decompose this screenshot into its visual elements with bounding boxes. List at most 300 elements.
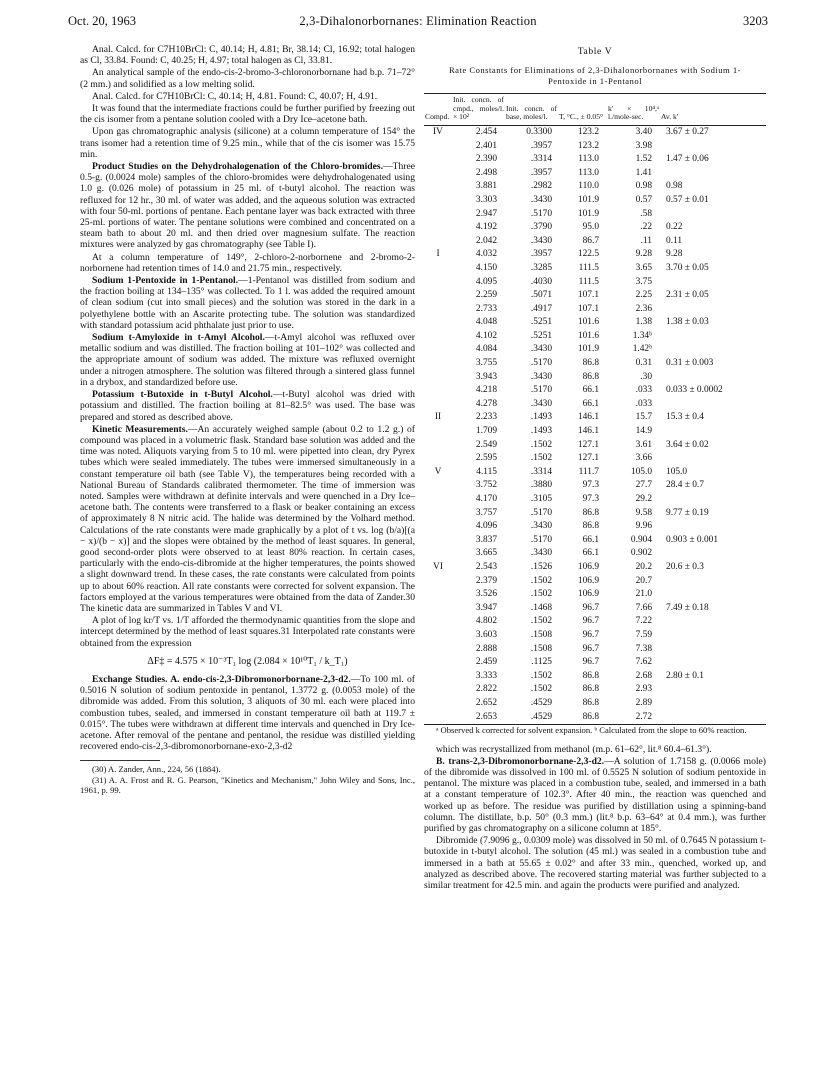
- cell-temperature: 127.1: [577, 453, 599, 464]
- cell-cmpd-concn: 4.048: [475, 317, 497, 328]
- cell-compd: [424, 670, 452, 684]
- cell-temperature: 97.3: [582, 494, 599, 505]
- cell-compd: [424, 520, 452, 534]
- cell-compd: [424, 683, 452, 697]
- cell-temperature: 106.9: [577, 575, 599, 586]
- cell-rate-constant: 2.89: [635, 697, 652, 708]
- cell-temperature: 106.9: [577, 589, 599, 600]
- cell-average: [660, 643, 766, 657]
- cell-cmpd-concn: 3.333: [475, 670, 497, 681]
- cell-rate-constant: 0.31: [635, 358, 652, 369]
- cell-temperature: 86.8: [582, 358, 599, 369]
- cell-cmpd-concn: 2.888: [475, 643, 497, 654]
- cell-average: 20.6 ± 0.3: [666, 561, 704, 572]
- table-row: [424, 670, 766, 684]
- exchange-studies-paragraph: [80, 674, 415, 752]
- cell-base-concn: .4917: [530, 303, 552, 314]
- table-row: [424, 208, 766, 222]
- table-row: [424, 411, 766, 425]
- cell-compd: [424, 629, 452, 643]
- cell-cmpd-concn: 3.665: [475, 548, 497, 559]
- table-row: [424, 615, 766, 629]
- cell-rate-constant: .22: [640, 222, 652, 233]
- trans-dibromide-text: —A solution of 1.7158 g. (0.0066 mole) of the dibromide was dissolved in 100 ml. of 0.5525 N solution of sodium pentoxide in pentanol. The mixture was placed in a combustion tube, sealed, and immersed in a bath at a constant temperature of 102.3°. After 40 min., the reaction was quenched and worked up as before. The residue was purified by distillation using a spinning-band column. The distillate, b.p. 50° (0.3 mm.) (lit.⁸ b.p. 63–64° at 0.4 mm.), was further purified by gas chromatography on a silicone column at 185°.: [424, 755, 767, 834]
- cell-average: [660, 547, 766, 561]
- cell-compd: [424, 384, 452, 398]
- cell-base-concn: .1526: [530, 561, 552, 572]
- sodium-amyloxide-heading: Sodium t-Amyloxide in t-Amyl Alcohol.: [92, 332, 265, 344]
- cell-compd: [424, 371, 452, 385]
- kinetic-measurements-paragraph: [80, 424, 415, 614]
- cell-compd: [424, 602, 452, 616]
- cell-rate-constant: .033: [635, 398, 652, 409]
- cell-average: 1.47 ± 0.06: [666, 154, 709, 165]
- retention-times-paragraph: At a column temperature of 149°, 2-chloro-2-norbornene and 2-bromo-2-norbornene had retention times of 14.0 and 21.75 min., respectively.: [80, 251, 415, 274]
- cell-cmpd-concn: 3.943: [475, 371, 497, 382]
- recrystallized-paragraph: which was recrystallized from methanol (m.p. 61–62°, lit.⁸ 60.4–61.3°).: [436, 743, 712, 755]
- cell-rate-constant: 0.98: [635, 181, 652, 192]
- cell-rate-constant: 2.72: [635, 711, 652, 722]
- cell-base-concn: .1502: [530, 575, 552, 586]
- cell-compd: [424, 507, 452, 521]
- cell-base-concn: .1502: [530, 439, 552, 450]
- cell-rate-constant: 2.36: [635, 303, 652, 314]
- cell-cmpd-concn: 3.303: [475, 194, 497, 205]
- potassium-butoxide-paragraph: [80, 389, 415, 423]
- table-row: [424, 452, 766, 466]
- cell-temperature: 96.7: [582, 616, 599, 627]
- cell-compd: [424, 588, 452, 602]
- cell-temperature: 107.1: [577, 303, 599, 314]
- cell-compd: [424, 221, 452, 235]
- cell-cmpd-concn: 4.170: [475, 494, 497, 505]
- cell-base-concn: .1502: [530, 453, 552, 464]
- cell-rate-constant: 9.58: [635, 507, 652, 518]
- table-row: [424, 289, 766, 303]
- table-row: [424, 221, 766, 235]
- cell-compd: [424, 357, 452, 371]
- cell-temperature: 101.9: [577, 344, 599, 355]
- cell-temperature: 123.2: [577, 126, 599, 137]
- thermodynamic-paragraph: A plot of log kr/T vs. 1/T afforded the thermodynamic quantities from the slope and intercept determined by the method of least squares.31 Interpolated rate constants were obtained from the expression: [80, 615, 415, 649]
- cell-compd: [424, 575, 452, 589]
- cell-cmpd-concn: 3.947: [475, 602, 497, 613]
- cell-cmpd-concn: 4.278: [475, 398, 497, 409]
- cell-compd: [424, 643, 452, 657]
- cell-temperature: 122.5: [577, 249, 599, 260]
- cell-rate-constant: 27.7: [635, 480, 652, 491]
- cell-rate-constant: 7.38: [635, 643, 652, 654]
- table-row: [424, 507, 766, 521]
- cell-cmpd-concn: 2.379: [475, 575, 497, 586]
- cell-compd: [424, 452, 452, 466]
- table-row: [424, 656, 766, 670]
- table-row: [424, 534, 766, 548]
- cell-rate-constant: 3.40: [635, 126, 652, 137]
- cell-cmpd-concn: 2.390: [475, 154, 497, 165]
- table-row: [424, 248, 766, 262]
- cell-average: 28.4 ± 0.7: [666, 480, 704, 491]
- cell-temperature: 86.8: [582, 371, 599, 382]
- cell-base-concn: .3430: [530, 344, 552, 355]
- cell-base-concn: .1502: [530, 589, 552, 600]
- cell-rate-constant: 1.41: [635, 167, 652, 178]
- cell-temperature: 101.9: [577, 208, 599, 219]
- cell-rate-constant: .11: [640, 235, 652, 246]
- cell-compd: [424, 194, 452, 208]
- sodium-pentoxide-paragraph: [80, 275, 415, 331]
- cell-cmpd-concn: 1.709: [475, 426, 497, 437]
- cell-cmpd-concn: 2.652: [475, 697, 497, 708]
- cell-temperature: 106.9: [577, 561, 599, 572]
- cell-temperature: 66.1: [582, 548, 599, 559]
- footnote-divider: [80, 760, 160, 761]
- cell-rate-constant: .033: [635, 385, 652, 396]
- cell-average: 0.31 ± 0.003: [666, 358, 714, 369]
- cell-average: 9.77 ± 0.19: [666, 507, 709, 518]
- cell-average: [660, 303, 766, 317]
- table-row: [424, 520, 766, 534]
- cell-rate-constant: 9.28: [635, 249, 652, 260]
- cell-average: [660, 140, 766, 154]
- cell-average: 0.033 ± 0.0002: [666, 385, 723, 396]
- cell-average: 2.80 ± 0.1: [666, 670, 704, 681]
- cell-compd: [424, 439, 452, 453]
- cell-rate-constant: 29.2: [635, 494, 652, 505]
- cell-rate-constant: 2.68: [635, 670, 652, 681]
- cell-compd: [424, 140, 452, 154]
- cell-rate-constant: 1.38: [635, 317, 652, 328]
- col-header-base-concn: Init. concn. of base, moles/l.: [506, 103, 557, 122]
- table-row: [424, 439, 766, 453]
- table-row: [424, 643, 766, 657]
- table-row: [424, 398, 766, 412]
- cell-compd: [424, 343, 452, 357]
- table-footnote: ᵃ Observed k corrected for solvent expansion. ᵇ Calculated from the slope to 60% reaction.: [436, 725, 747, 736]
- cell-average: [660, 167, 766, 181]
- table-row: [424, 697, 766, 711]
- cell-cmpd-concn: 2.595: [475, 453, 497, 464]
- cell-rate-constant: 3.65: [635, 262, 652, 273]
- cell-compd: [424, 303, 452, 317]
- table-row: [424, 343, 766, 357]
- cell-average: [660, 615, 766, 629]
- table-header-row: [424, 94, 766, 126]
- cell-temperature: 86.8: [582, 521, 599, 532]
- table-row: [424, 303, 766, 317]
- col-header-average: Av. k′: [661, 112, 679, 122]
- cell-cmpd-concn: 2.947: [475, 208, 497, 219]
- cell-temperature: 123.2: [577, 140, 599, 151]
- header-date: Oct. 20, 1963: [68, 14, 137, 28]
- cell-average: [660, 629, 766, 643]
- cell-temperature: 86.7: [582, 235, 599, 246]
- product-studies-paragraph: [80, 161, 415, 251]
- cell-cmpd-concn: 2.259: [475, 290, 497, 301]
- cell-cmpd-concn: 2.454: [475, 126, 497, 137]
- cell-average: 0.98: [666, 181, 683, 192]
- cell-rate-constant: 0.904: [630, 534, 652, 545]
- sodium-pentoxide-text: —1-Pentanol was distilled from sodium and the fraction boiling at 134–135° was collected. To 1 l. was added the required amount of clean sodium (cut into small pieces) and the solution was stored in the dark in a polyethylene bottle with an Ascarite protecting tube. The solution was standardized with standard potassium acid phthalate just prior to use.: [80, 275, 415, 331]
- cell-temperature: 111.5: [578, 262, 599, 273]
- cell-compd: [424, 493, 452, 507]
- cell-compd: [424, 167, 452, 181]
- cell-temperature: 101.6: [577, 317, 599, 328]
- cell-compd: [424, 697, 452, 711]
- cell-temperature: 111.7: [578, 466, 599, 477]
- cell-rate-constant: 3.75: [635, 276, 652, 287]
- cell-base-concn: .5071: [530, 290, 552, 301]
- cell-cmpd-concn: 3.603: [475, 629, 497, 640]
- cell-compd: II: [434, 412, 442, 423]
- cell-base-concn: .4529: [530, 697, 552, 708]
- cell-cmpd-concn: 3.755: [475, 358, 497, 369]
- table-row: [424, 384, 766, 398]
- cell-rate-constant: 7.22: [635, 616, 652, 627]
- table-row: [424, 167, 766, 181]
- cell-average: 3.64 ± 0.02: [666, 439, 709, 450]
- table-row: [424, 330, 766, 344]
- analysis-paragraph-2: Anal. Calcd. for C7H10BrCl: C, 40.14; H, 4.81. Found: C, 40.07; H, 4.91.: [92, 90, 378, 102]
- cell-compd: VI: [433, 561, 443, 572]
- cell-rate-constant: 21.0: [635, 589, 652, 600]
- table-row: [424, 602, 766, 616]
- cell-compd: [424, 235, 452, 249]
- table-row: [424, 629, 766, 643]
- left-column: [80, 44, 415, 796]
- cell-rate-constant: 7.59: [635, 629, 652, 640]
- cell-base-concn: .5170: [530, 385, 552, 396]
- cell-average: [660, 398, 766, 412]
- cell-temperature: 86.8: [582, 711, 599, 722]
- cell-cmpd-concn: 4.802: [475, 616, 497, 627]
- cell-average: 15.3 ± 0.4: [666, 412, 704, 423]
- cell-average: [660, 520, 766, 534]
- cell-temperature: 86.8: [582, 670, 599, 681]
- cell-rate-constant: 1.52: [635, 154, 652, 165]
- table-title: Table V: [577, 46, 613, 57]
- table-row: [424, 180, 766, 194]
- cell-compd: [424, 153, 452, 167]
- table-row: [424, 575, 766, 589]
- cell-base-concn: .5251: [530, 317, 552, 328]
- cell-cmpd-concn: 2.543: [475, 561, 497, 572]
- table-row: [424, 547, 766, 561]
- cell-temperature: 66.1: [582, 534, 599, 545]
- cell-rate-constant: 7.66: [635, 602, 652, 613]
- cell-base-concn: .3430: [530, 398, 552, 409]
- cell-average: 1.38 ± 0.03: [666, 317, 709, 328]
- cell-rate-constant: 105.0: [630, 466, 652, 477]
- cell-temperature: 111.5: [578, 276, 599, 287]
- cell-average: [660, 276, 766, 290]
- cell-temperature: 86.8: [582, 507, 599, 518]
- cell-temperature: 146.1: [577, 412, 599, 423]
- cell-rate-constant: 7.62: [635, 657, 652, 668]
- col-header-cmpd-concn: Init. concn. of cmpd., moles/l. × 10²: [453, 95, 504, 122]
- cell-cmpd-concn: 4.084: [475, 344, 497, 355]
- cell-compd: [424, 425, 452, 439]
- cell-average: [660, 371, 766, 385]
- cell-cmpd-concn: 3.752: [475, 480, 497, 491]
- cell-base-concn: .1502: [530, 684, 552, 695]
- cell-average: 105.0: [666, 466, 688, 477]
- cell-temperature: 96.7: [582, 602, 599, 613]
- cell-rate-constant: 0.57: [635, 194, 652, 205]
- gc-analysis-paragraph: Upon gas chromatographic analysis (silicone) at a column temperature of 154° the trans isomer had a retention time of 9.25 min., while that of the cis isomer was 15.75 min.: [80, 126, 415, 160]
- cell-temperature: 101.9: [577, 194, 599, 205]
- table-body: [424, 125, 766, 724]
- cell-rate-constant: 1.34ᵇ: [632, 330, 652, 341]
- cell-base-concn: .4529: [530, 711, 552, 722]
- cell-base-concn: 0.3300: [526, 126, 552, 137]
- cell-compd: [424, 208, 452, 222]
- cell-average: 7.49 ± 0.18: [666, 602, 709, 613]
- cell-base-concn: .1502: [530, 670, 552, 681]
- cell-temperature: 96.7: [582, 629, 599, 640]
- cell-average: 0.22: [666, 222, 683, 233]
- exchange-studies-heading: Exchange Studies. A. endo-cis-2,3-Dibromonorbornane-2,3-d2.: [92, 673, 351, 685]
- cell-temperature: 66.1: [582, 385, 599, 396]
- cell-base-concn: .2982: [530, 181, 552, 192]
- cell-average: [660, 683, 766, 697]
- table-row: [424, 425, 766, 439]
- sodium-amyloxide-paragraph: [80, 332, 415, 388]
- cell-rate-constant: 2.93: [635, 684, 652, 695]
- cell-cmpd-concn: 4.032: [475, 249, 497, 260]
- cell-base-concn: .5170: [530, 534, 552, 545]
- cell-compd: I: [436, 249, 440, 260]
- analytical-sample-paragraph: An analytical sample of the endo-cis-2-bromo-3-chloronorbornane had b.p. 71–72° (2 mm.) and solidified as a low melting solid.: [80, 67, 415, 90]
- table-row: [424, 711, 766, 725]
- cell-base-concn: .1508: [530, 629, 552, 640]
- cell-base-concn: .3430: [530, 235, 552, 246]
- running-header: [68, 14, 768, 34]
- purification-paragraph: It was found that the intermediate fractions could be further purified by freezing out the cis isomer from a pentane solution cooled with a Dry Ice–acetone bath.: [80, 103, 415, 126]
- analysis-paragraph-1: Anal. Calcd. for C7H10BrCl: C, 40.14; H, 4.81; Br, 38.14; Cl, 16.92; total halogen as Cl, 33.84. Found: C, 40.25; H, 4.97; total halogen as Cl, 33.81.: [80, 44, 415, 67]
- col-header-temperature: T, °C., ± 0.05°: [559, 112, 604, 122]
- header-page-number: 3203: [743, 14, 768, 28]
- table-row: [424, 561, 766, 575]
- cell-cmpd-concn: 4.192: [475, 222, 497, 233]
- cell-compd: [424, 180, 452, 194]
- cell-base-concn: .3790: [530, 222, 552, 233]
- cell-base-concn: .1493: [530, 412, 552, 423]
- potassium-butoxide-heading: Potassium t-Butoxide in t-Butyl Alcohol.: [92, 389, 273, 401]
- cell-compd: [424, 711, 452, 725]
- header-title: 2,3-Dihalonorbornanes: Elimination Reaction: [299, 14, 537, 28]
- cell-cmpd-concn: 3.757: [475, 507, 497, 518]
- cell-base-concn: .3957: [530, 167, 552, 178]
- cell-average: [660, 452, 766, 466]
- cell-cmpd-concn: 2.042: [475, 235, 497, 246]
- cell-temperature: 86.8: [582, 684, 599, 695]
- cell-average: 0.903 ± 0.001: [666, 534, 719, 545]
- cell-temperature: 97.3: [582, 480, 599, 491]
- cell-average: [660, 575, 766, 589]
- cell-base-concn: .3430: [530, 371, 552, 382]
- cell-temperature: 86.8: [582, 697, 599, 708]
- footnote-31: (31) A. A. Frost and R. G. Pearson, "Kinetics and Mechanism," John Wiley and Sons, Inc., 1961, p. 99.: [80, 775, 415, 796]
- cell-average: [660, 330, 766, 344]
- cell-average: 0.57 ± 0.01: [666, 194, 709, 205]
- cell-cmpd-concn: 4.095: [475, 276, 497, 287]
- cell-rate-constant: 1.42ᵇ: [632, 344, 652, 355]
- cell-compd: [424, 330, 452, 344]
- rate-constants-table: [424, 93, 766, 725]
- cell-cmpd-concn: 3.837: [475, 534, 497, 545]
- table-row: [424, 125, 766, 139]
- trans-dibromide-paragraph: [424, 756, 766, 834]
- cell-base-concn: .3430: [530, 548, 552, 559]
- cell-cmpd-concn: 2.233: [475, 412, 497, 423]
- cell-compd: [424, 479, 452, 493]
- cell-cmpd-concn: 2.653: [475, 711, 497, 722]
- cell-base-concn: .3957: [530, 249, 552, 260]
- cell-cmpd-concn: 3.881: [475, 181, 497, 192]
- cell-rate-constant: 3.61: [635, 439, 652, 450]
- cell-average: [660, 493, 766, 507]
- cell-average: [660, 343, 766, 357]
- cell-average: [660, 711, 766, 725]
- cell-compd: [424, 398, 452, 412]
- cell-base-concn: .1508: [530, 643, 552, 654]
- footnote-30: (30) A. Zander, Ann., 224, 56 (1884).: [92, 764, 221, 775]
- cell-base-concn: .5170: [530, 358, 552, 369]
- table-row: [424, 683, 766, 697]
- cell-compd: [424, 547, 452, 561]
- cell-rate-constant: 3.98: [635, 140, 652, 151]
- cell-base-concn: .1493: [530, 426, 552, 437]
- potassium-butoxide-text: —t-Butyl alcohol was dried with potassium and distilled. The fraction boiling at 81–82.5° was used. The base was prepared and stored as described above.: [80, 389, 415, 423]
- cell-cmpd-concn: 2.498: [475, 167, 497, 178]
- trans-dibromide-heading: B. trans-2,3-Dibromonorbornane-2,3-d2.: [436, 755, 605, 767]
- cell-cmpd-concn: 2.401: [475, 140, 497, 151]
- cell-base-concn: .3285: [530, 262, 552, 273]
- cell-temperature: 146.1: [577, 426, 599, 437]
- cell-temperature: 107.1: [577, 290, 599, 301]
- cell-base-concn: .3314: [530, 466, 552, 477]
- cell-base-concn: .5170: [530, 208, 552, 219]
- cell-base-concn: .5251: [530, 330, 552, 341]
- table-row: [424, 466, 766, 480]
- cell-temperature: 113.0: [578, 154, 599, 165]
- table-row: [424, 153, 766, 167]
- cell-average: 2.31 ± 0.05: [666, 290, 709, 301]
- cell-temperature: 110.0: [578, 181, 599, 192]
- cell-base-concn: .3430: [530, 521, 552, 532]
- cell-base-concn: .3880: [530, 480, 552, 491]
- cell-compd: [424, 656, 452, 670]
- cell-compd: [424, 615, 452, 629]
- cell-compd: [424, 262, 452, 276]
- cell-average: 0.11: [666, 235, 683, 246]
- cell-average: 9.28: [666, 249, 683, 260]
- cell-base-concn: .5170: [530, 507, 552, 518]
- table-row: [424, 194, 766, 208]
- cell-base-concn: .3105: [530, 494, 552, 505]
- table-row: [424, 588, 766, 602]
- cell-cmpd-concn: 4.096: [475, 521, 497, 532]
- product-studies-heading: Product Studies on the Dehydrohalogenation of the Chloro-bromides.: [92, 161, 384, 173]
- cell-compd: [424, 316, 452, 330]
- cell-rate-constant: 3.66: [635, 453, 652, 464]
- cell-compd: V: [434, 466, 442, 477]
- butoxide-exchange-paragraph: Dibromide (7.9096 g., 0.0309 mole) was dissolved in 50 ml. of 0.7645 N potassium t-butoxide in t-butyl alcohol. The solution (45 ml.) was sealed in a combustion tube and immersed in a bath at 55.65 ± 0.02° and after 33 min., quenched, worked up, and analyzed as described above. The recovered starting material was further subjected to a similar treatment for 42.5 min. and again the products were purified and analyzed.: [424, 835, 766, 891]
- cell-cmpd-concn: 4.218: [475, 385, 497, 396]
- cell-compd: IV: [433, 126, 443, 137]
- cell-base-concn: .4030: [530, 276, 552, 287]
